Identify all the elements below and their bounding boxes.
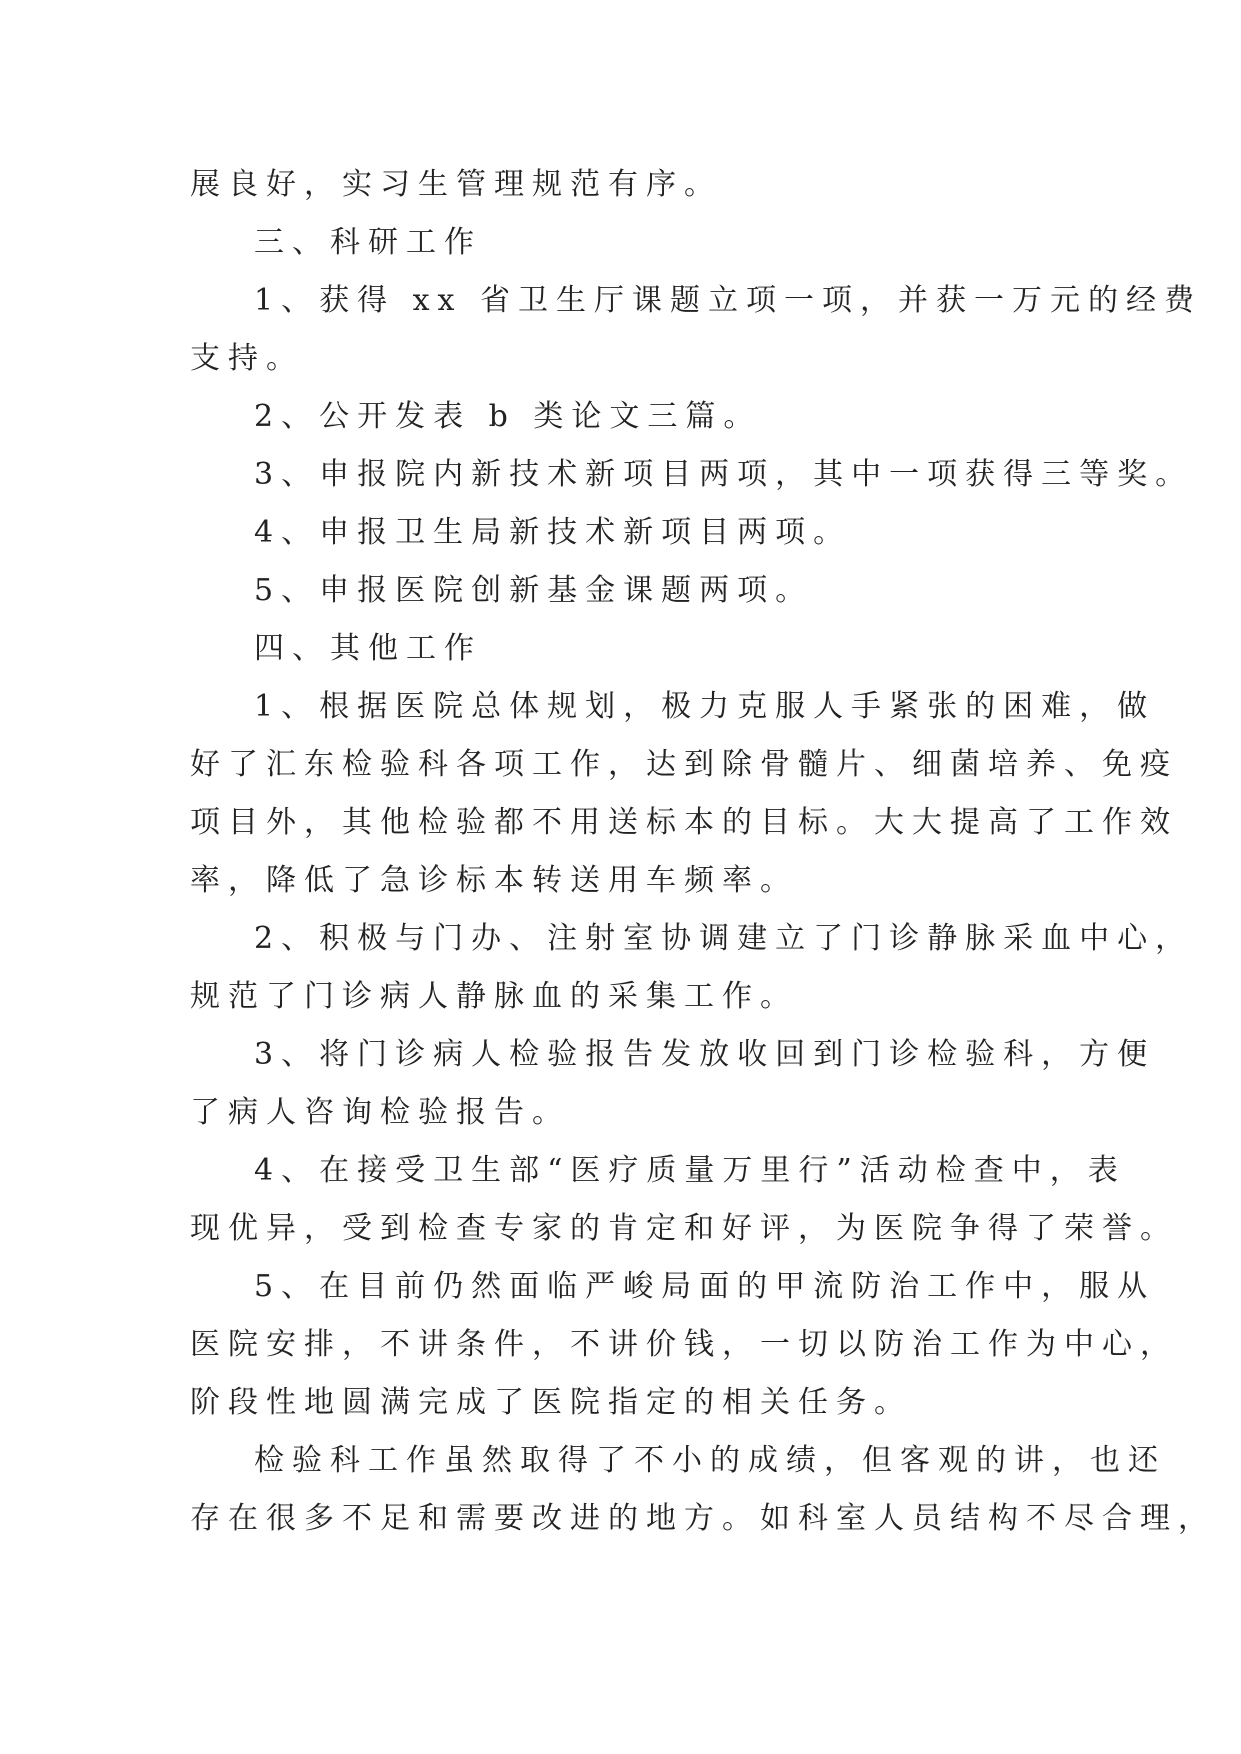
document-body: [190, 156, 1216, 1548]
text-line: 3、申报院内新技术新项目两项，其中一项获得三等奖。: [254, 457, 1194, 492]
text-line: 1、根据医院总体规划，极力克服人手紧张的困难，做: [254, 689, 1156, 724]
text-line: 5、申报医院创新基金课题两项。: [254, 573, 814, 608]
section-heading-other: 四、其他工作: [254, 631, 482, 666]
text-line: 存在很多不足和需要改进的地方。如科室人员结构不尽合理，: [190, 1501, 1216, 1536]
text-line: 5、在目前仍然面临严峻局面的甲流防治工作中，服从: [254, 1269, 1156, 1304]
text-line: 4、申报卫生局新技术新项目两项。: [254, 515, 852, 550]
text-line: 支持。: [190, 341, 304, 376]
text-line: 1、获得 xx 省卫生厅课题立项一项，并获一万元的经费: [254, 283, 1202, 318]
text-line: 了病人咨询检验报告。: [190, 1095, 570, 1130]
text-line: 项目外，其他检验都不用送标本的目标。大大提高了工作效: [190, 805, 1178, 840]
text-line: 2、积极与门办、注射室协调建立了门诊静脉采血中心，: [254, 921, 1194, 956]
text-line: 现优异，受到检查专家的肯定和好评，为医院争得了荣誉。: [190, 1211, 1178, 1246]
text-line: 阶段性地圆满完成了医院指定的相关任务。: [190, 1385, 912, 1420]
text-line: 3、将门诊病人检验报告发放收回到门诊检验科，方便: [254, 1037, 1156, 1072]
section-heading-research: 三、科研工作: [254, 225, 482, 260]
text-line: 好了汇东检验科各项工作，达到除骨髓片、细菌培养、免疫: [190, 747, 1178, 782]
text-line: 检验科工作虽然取得了不小的成绩，但客观的讲，也还: [254, 1443, 1166, 1478]
text-line: 4、在接受卫生部“医疗质量万里行”活动检查中，表: [254, 1153, 1126, 1188]
text-line: 展良好，实习生管理规范有序。: [190, 167, 722, 202]
text-line: 2、公开发表 b 类论文三篇。: [254, 399, 762, 434]
text-line: 规范了门诊病人静脉血的采集工作。: [190, 979, 798, 1014]
text-line: 率，降低了急诊标本转送用车频率。: [190, 863, 798, 898]
text-line: 医院安排，不讲条件，不讲价钱，一切以防治工作为中心，: [190, 1327, 1178, 1362]
